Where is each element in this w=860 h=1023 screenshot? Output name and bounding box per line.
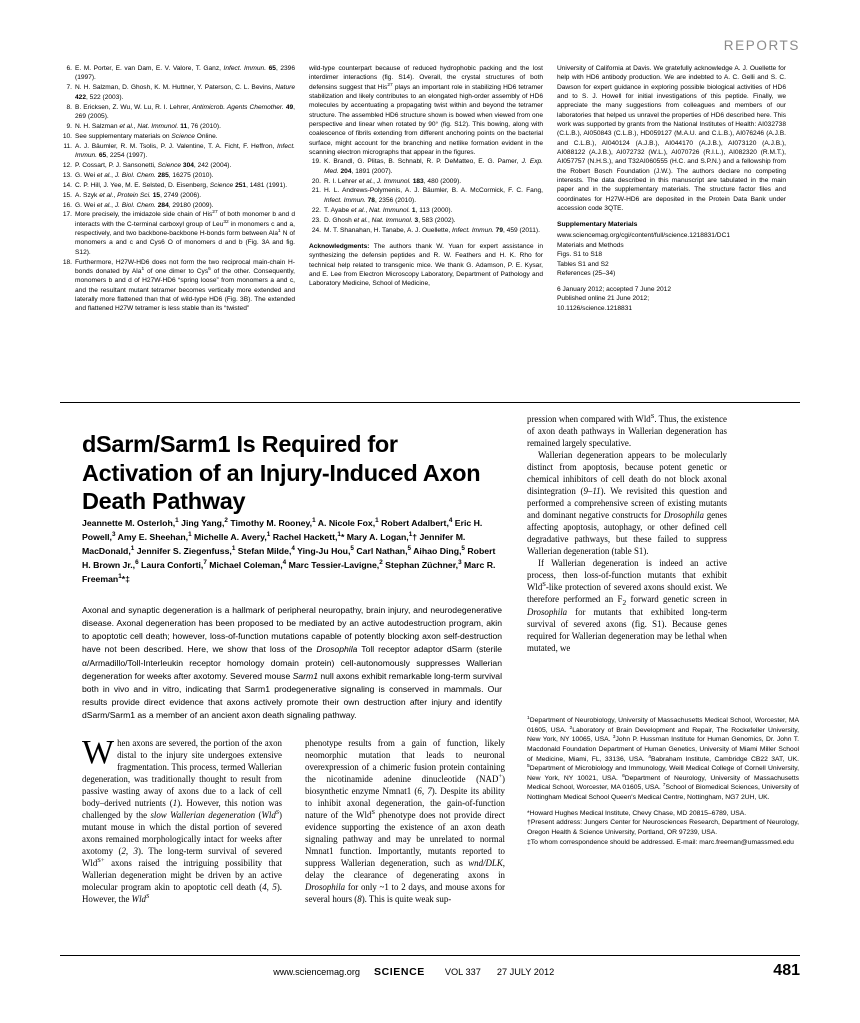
body-paragraph: pression when compared with Wld$^S$. Thus, the existence of axon death pathways in Wallerian degeneration has remained largely speculative. (527, 413, 727, 448)
footer-rule (60, 955, 800, 956)
body-paragraph (82, 734, 283, 906)
reference-number: 9. (66, 122, 72, 130)
reference-number: 21. (311, 187, 321, 195)
reference-item: 12. P. Cossart, P. J. Sansonetti, Science 304, 242 (2004). (60, 161, 295, 170)
reference-item: 20. R. I. Lehrer et al., J. Immunol. 183, 480 (2009). (309, 177, 543, 186)
body-paragraph: Wallerian degeneration appears to be molecularly distinct from apoptosis, because potent genetic or chemical inhibitors of cell death do not block axonal disintegration (9–11). We revisited this question and performed a comprehensive screen of existing mutants and dominant negative constructs for Drosophila genes affecting apoptosis, autophagy, or other defined cell degradative pathways, but these failed to suppress Wallerian degeneration (table S1). (527, 449, 727, 556)
body-column-2 (305, 738, 505, 906)
reference-list-1 (60, 64, 295, 314)
reference-item: 19. K. Brandl, G. Plitas, B. Schnabl, R. P. DeMatteo, E. G. Pamer, J. Exp. Med. 204, 1891 (2007). (309, 157, 543, 176)
reference-item: 8. B. Ericksen, Z. Wu, W. Lu, R. I. Lehrer, Antimicrob. Agents Chemother. 49, 269 (2005). (60, 103, 295, 122)
page-number: 481 (773, 962, 800, 979)
reference-number: 14. (62, 181, 72, 189)
reference-item: 17. More precisely, the imidazole side chain of His$^{27}$ of both monomer b and d interacts with the C-terminal carboxyl group of Leu$^{32}$ in monomers c and a, respectively, and two backbone-backbone H-bonds form between Ala$^1$ N of monomers a and c and Cys6 O of monomers d and b (Fig. 3A and fig. S12). (60, 210, 295, 257)
acknowledgments-paragraph (309, 242, 543, 289)
reference-item: 14. C. P. Hill, J. Yee, M. E. Selsted, D. Eisenberg, Science 251, 1481 (1991). (60, 181, 295, 190)
reference-item: 16. G. Wei et al., J. Biol. Chem. 284, 29180 (2009). (60, 201, 295, 210)
body-column-1 (82, 734, 283, 906)
running-head: REPORTS (723, 38, 800, 53)
list-item: References (25–34) (557, 270, 616, 278)
body-column-3 (527, 414, 727, 655)
reference-number: 18. (62, 258, 72, 266)
footnote-dagger: †Present address: Jungers Center for Neurosciences Research, Department of Neurology, Oregon Health & Science University, Portland, OR 97239, USA. (527, 819, 799, 837)
reference-item: 10. See supplementary materials on Science Online. (60, 132, 295, 141)
list-item: Published online 21 June 2012; (557, 295, 650, 303)
publication-dates (557, 285, 786, 313)
page-title: dSarm/Sarm1 Is Required for Activation of an Injury-Induced Axon Death Pathway (82, 430, 481, 515)
reference-number: 10. (62, 132, 72, 140)
reference-number: 7. (66, 84, 72, 92)
footnote-star: *Howard Hughes Medical Institute, Chevy Chase, MD 20815–6789, USA. (527, 809, 747, 817)
reference-number: 11. (63, 142, 72, 150)
issue-date: 27 JULY 2012 (496, 967, 555, 977)
acknowledgments-heading: Acknowledgments: (309, 242, 370, 250)
reference-item: 23. D. Ghosh et al., Nat. Immunol. 3, 583 (2002). (309, 216, 543, 225)
reference-number: 15. (62, 191, 72, 199)
references-column-1 (60, 64, 295, 394)
reference-number: 6. (66, 65, 72, 72)
references-block (60, 64, 800, 394)
acknowledgments-continued: University of California at Davis. We gratefully acknowledge A. J. Ouellette for help with HD6 antibody production. We are indebted to A. C. Gelli and S. C. Dawson for expert guidance in exploring possible biological activities of HD6 and to S. J. Howell for initial investigations of this peptide. Finally, we appreciate the many suggestions from colleagues and members of our laboratories that helped us unravel the properties of HD6 described here. This work was supported by grants from the National Institutes of Health: AI032738 (C.L.B.), AI050843 (C.L.B.), HD059127 (M.A.U. and C.L.B.), AI076246 (A.J.B. and C.L.B.), AI040124 (A.J.B.), AI044170 (A.J.B.), AI073120 (A.J.B.), AI088122 (A.J.B.), AI072732 (W.L.), AI070726 (R.I.L.), AI082320 (R.M.T.), AI057757 (N.H.S.), and T32AI060555 (H.C. and S.P.N.) and a fellowship from the Robert Bosch Foundation (J.W.). The authors declare no competing interests. The data described in this manuscript are tabulated in the main paper and in the supplementary materials. The structure factor files and coordinates for H27W-HD6 are deposited in the Protein Data Bank under accession code 3QTE. (557, 65, 786, 212)
supplementary-materials-list (557, 231, 786, 278)
list-item: 10.1126/science.1218831 (557, 304, 633, 312)
reference-number: 23. (311, 216, 321, 224)
reference-number: 20. (311, 177, 321, 185)
reference-item: 9. N. H. Salzman et al., Nat. Immunol. 11, 76 (2010). (60, 122, 295, 131)
list-item: 6 January 2012; accepted 7 June 2012 (557, 285, 672, 293)
drop-cap: W (82, 734, 115, 771)
reference-item: 22. T. Ayabe et al., Nat. Immunol. 1, 113 (2000). (309, 206, 543, 215)
references-column-2 (309, 64, 543, 394)
body-paragraph: If Wallerian degeneration is indeed an active process, then loss-of-function mutants that exhibit Wld$^S$-like protection of severed axons should exist. We therefore performed an $F_2$ forward genetic screen in Drosophila for mutants that exhibited long-term survival of severed axons (fig. S1). Because genes required for Wallerian degeneration may be lethal when mutated, we (527, 557, 727, 654)
references-column-3 (557, 64, 786, 394)
author-list: Jeannette M. Osterloh,$^1$ Jing Yang,$^2$ Timothy M. Rooney,$^1$ A. Nicole Fox,$^1$ Robert Adalbert,$^4$ Eric H. Powell,$^3$ Amy E. Sheehan,$^1$ Michelle A. Avery,$^1$ Rachel Hackett,$^1$* Mary A. Logan,$^1$† Jennifer M. MacDonald,$^1$ Jennifer S. Ziegenfuss,$^1$ Stefan Milde,$^4$ Ying-Ju Hou,$^5$ Carl Nathan,$^5$ Aihao Ding,$^5$ Robert H. Brown Jr.,$^6$ Laura Conforti,$^7$ Michael Coleman,$^4$ Marc Tessier-Lavigne,$^2$ Stephan Züchner,$^3$ Marc R. Freeman$^1$*‡ (82, 517, 496, 585)
affiliations-block (527, 716, 799, 847)
reference-number: 19. (311, 158, 321, 166)
reference-continuation: wild-type counterpart because of reduced hydrophobic packing and the lost interdimer interactions (fig. S14). Overall, the crystal structures of both defensins suggest that His$^{27}$ plays an important role in stabilizing HD6 tetramer stabilization and likely contributes to an elongated high-order assembly of HD6 molecules by accentuating a propagating twist within and beyond the tetramer structure. The assembled HD6 structure shown is bowed when viewed from one perspective and linear when rotated by 90° (fig. S12). This bowing, along with coalescence of fibrils extending from different anchoring points on the bacterial surface, might account for the branching and netlike formation evident in the scanning electron micrographs that appear in the figures. (309, 65, 543, 156)
list-item: Figs. S1 to S18 (557, 251, 603, 259)
reference-item: 13. G. Wei et al., J. Biol. Chem. 285, 16275 (2010). (60, 171, 295, 180)
reference-item: 21. H. L. Andrews-Polymenis, A. J. Bäumler, B. A. McCormick, F. C. Fang, Infect. Immun. 78, 2356 (2010). (309, 186, 543, 205)
reference-item: 24. M. T. Shanahan, H. Tanabe, A. J. Ouellette, Infect. Immun. 79, 459 (2011). (309, 226, 543, 235)
page-footer (60, 962, 800, 980)
article-divider-rule (60, 402, 800, 403)
journal-name: SCIENCE (374, 966, 425, 978)
reference-item: 18. Furthermore, H27W-HD6 does not form the two reciprocal main-chain H-bonds donated by Ala$^1$ of one dimer to Cys$^6$ of the other. Consequently, monomers b and d of H27W-HD6 “spring loose” from monomers a and c, and the resultant mutant tetramer becomes vertically more extended and laterally more flattened than that of wild-type HD6 (Fig. 3B). The extended and flattened H27W tetramer is less stable than its “twisted” (60, 258, 295, 314)
reference-item: 7. N. H. Salzman, D. Ghosh, K. M. Huttner, Y. Paterson, C. L. Bevins, Nature 422, 522 (2003). (60, 83, 295, 102)
reference-number: 22. (311, 206, 321, 214)
body-text: hen axons are severed, the portion of the axon distal to the injury site undergoes extensive fragmentation. This process, termed Wallerian degeneration, was traditionally thought to result from passive wasting away of axons due to a lack of cell body–derived nutrients (1). However, this notion was challenged by the slow Wallerian degeneration (Wld$^S$) mutant mouse in which the distal portion of severed axons remained morphologically intact for weeks after axotomy (2, 3). The long-term survival of severed Wld$^{S+}$ axons raised the intriguing possibility that Wallerian degeneration might be driven by an active molecular program akin to apoptotic cell death (4, 5). However, the Wld$^S$ (82, 738, 283, 904)
reference-item: 11. A. J. Bäumler, R. M. Tsolis, P. J. Valentine, T. A. Ficht, F. Heffron, Infect. Immun. 65, 2254 (1997). (60, 142, 295, 161)
abstract: Axonal and synaptic degeneration is a hallmark of peripheral neuropathy, brain injury, and neurodegenerative disease. Axonal degeneration has been proposed to be mediated by an active autodestruction program, akin to apoptotic cell death; however, loss-of-function mutations capable of potently blocking axon self-destruction have not been described. Here, we show that loss of the Drosophila Toll receptor adaptor dSarm (sterile α/Armadillo/Toll-Interleukin receptor homology domain protein) cell-autonomously suppresses Wallerian degeneration for weeks after axotomy. Severed mouse Sarm1 null axons exhibit remarkable long-term survival both in vivo and in vitro, indicating that Sarm1 prodegenerative signaling is conserved in mammals. Our results provide direct evidence that axons actively promote their own destruction after injury and identify dSarm/Sarm1 as a member of an ancient axon death signaling pathway. (82, 605, 502, 721)
reference-item: 6. E. M. Porter, E. van Dam, E. V. Valore, T. Ganz, Infect. Immun. 65, 2396 (1997). (60, 64, 295, 83)
list-item: Tables S1 and S2 (557, 260, 609, 268)
body-paragraph: phenotype results from a gain of function, likely neomorphic mutation that leads to neuronal overexpression of a chimeric fusion protein containing the nicotinamide adenine dinucleotide (NAD+) biosynthetic enzyme Nmnat1 (6, 7). Despite its ability to inhibit axonal degeneration, the gain-of-function nature of the Wld$^S$ phenotype does not provide direct evidence supporting the existence of an axon death signaling pathway and may be unrelated to normal Nmnat1 function. Importantly, mutants reported to suppress Wallerian degeneration, such as wnd/DLK, delay the clearance of degenerating axons in Drosophila for only ~1 to 2 days, and mouse axons for several hours (8). This is quite weak sup- (305, 738, 505, 904)
acknowledgments-text: The authors thank W. Yuan for expert assistance in synthesizing the defensin peptides and R. W. Feathers and H. K. Rho for technical help related to transgenic mice. We thank G. Adamson, P. E. Kysar, and E. Lee from Electron Microscopy Laboratory, Department of Pathology and Laboratory Medicine, School of Medicine, (309, 242, 543, 288)
journal-url[interactable]: www.sciencemag.org (273, 967, 360, 977)
reference-item: 15. A. Szyk et al., Protein Sci. 15, 2749 (2006). (60, 191, 295, 200)
reference-number: 8. (66, 103, 72, 111)
reference-number: 24. (311, 226, 321, 234)
reference-number: 17. (62, 211, 72, 219)
list-item: www.sciencemag.org/cgi/content/full/science.1218831/DC1 (557, 232, 730, 240)
reference-number: 16. (62, 201, 72, 209)
footnote-double-dagger: ‡To whom correspondence should be addressed. E-mail: marc.freeman@umassmed.edu (527, 838, 794, 846)
list-item: Materials and Methods (557, 241, 624, 249)
reference-number: 12. (62, 161, 72, 169)
reference-number: 13. (62, 171, 72, 179)
supplementary-materials-heading: Supplementary Materials (557, 221, 638, 229)
affiliations: $^1$Department of Neurobiology, University of Massachusetts Medical School, Worcester, MA 01605, USA. $^2$Laboratory of Brain Development and Repair, The Rockefeller University, New York, NY 10065, USA. $^3$John P. Hussman Institute for Human Genomics, Dr. John T. Macdonald Foundation Department of Human Genetics, University of Miami Miller School of Medicine, Miami, FL, 33136, USA. $^4$Babraham Institute, Cambridge CB22 3AT, UK. $^5$Department of Microbiology and Immunology, Weill Medical College of Cornell University, New York, NY 10021, USA. $^6$Department of Neurology, University of Massachusetts Medical School, Worcester, MA 01605, USA. $^7$School of Biomedical Sciences, University of Nottingham Medical School Queen's Medical Centre, Nottingham, NG7 2UH, UK. (527, 715, 800, 802)
reference-list-2 (309, 157, 543, 235)
volume-label: VOL 337 (444, 967, 481, 977)
